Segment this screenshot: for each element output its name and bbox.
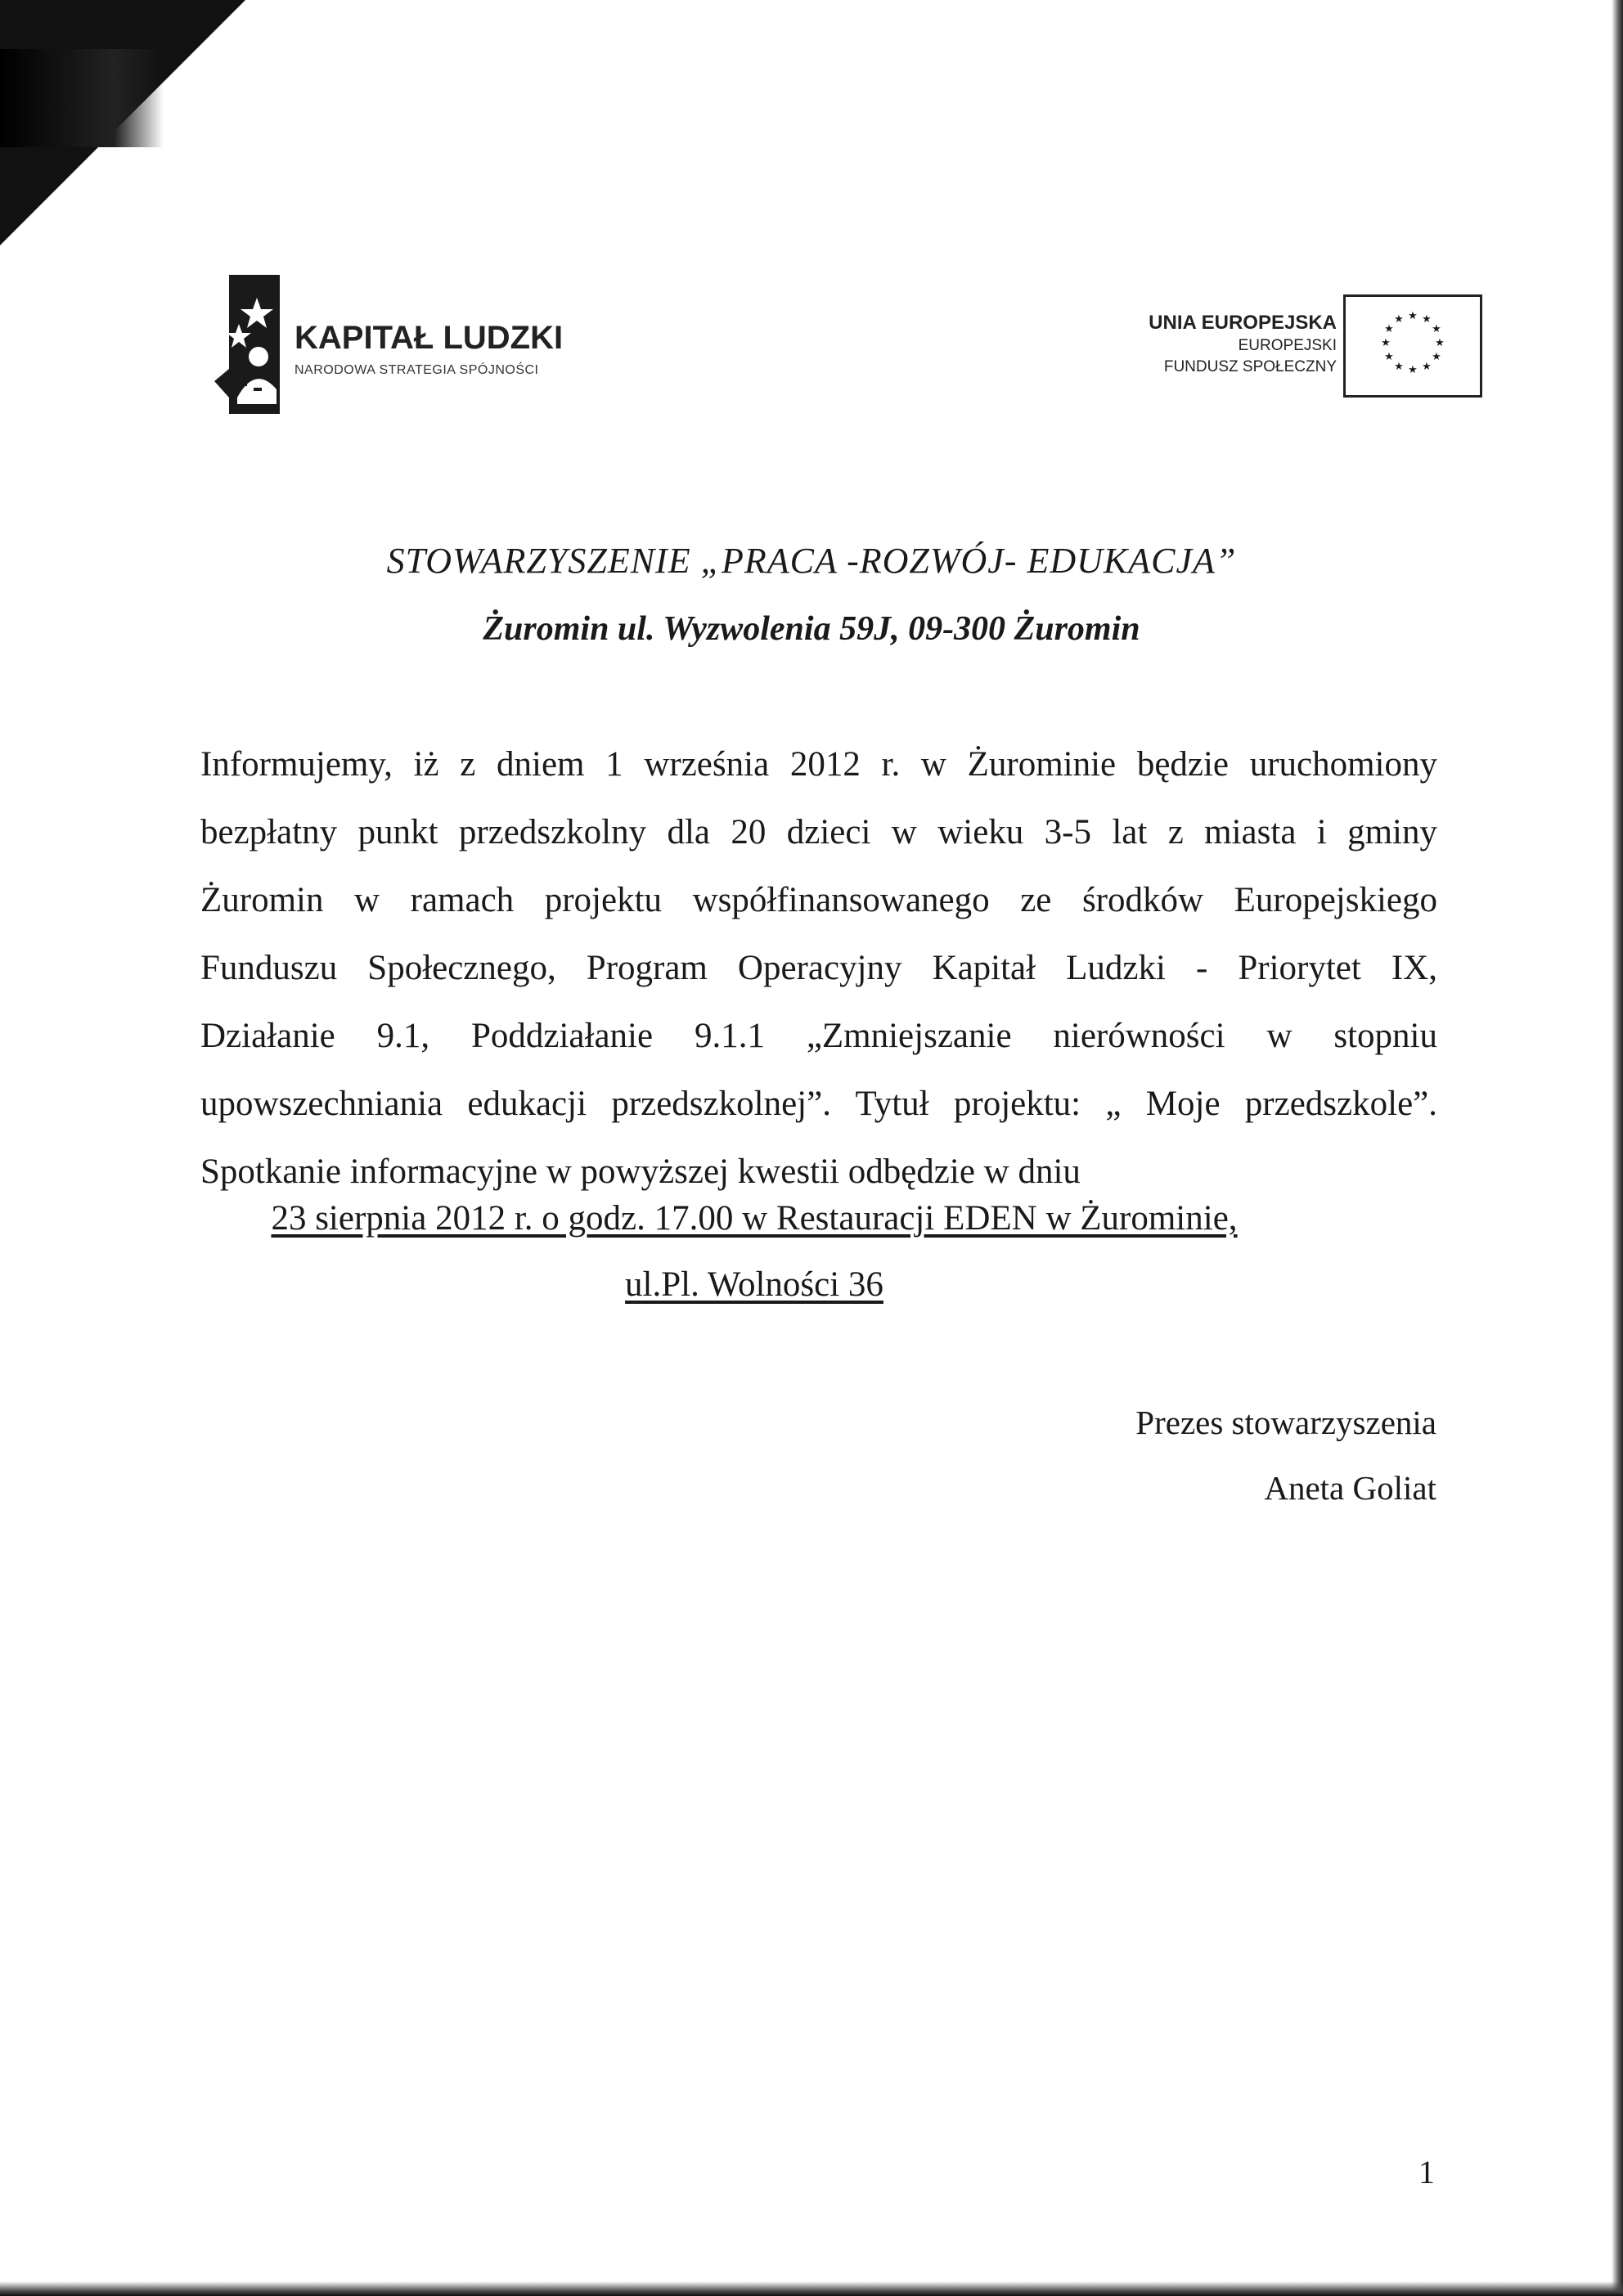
announcement-body <box>200 736 1437 1211</box>
svg-text:★: ★ <box>1394 313 1404 326</box>
svg-text:★: ★ <box>1422 361 1432 373</box>
svg-text:★: ★ <box>1384 351 1394 363</box>
body-line: Informujemy, iż z dniem 1 września 2012 r. w Żurominie będzie uruchomiony <box>200 745 1437 784</box>
meeting-address: ul.Pl. Wolności 36 <box>625 1265 883 1304</box>
svg-text:★: ★ <box>1384 323 1394 335</box>
svg-text:★: ★ <box>1432 323 1441 335</box>
svg-text:★: ★ <box>1381 337 1391 349</box>
scan-bottom-edge <box>0 2281 1623 2296</box>
body-line: Funduszu Społecznego, Program Operacyjny Kapitał Ludzki - Priorytet IX, <box>200 949 1437 987</box>
kapital-ludzki-emblem-icon <box>214 275 280 414</box>
eu-flag-icon <box>1343 294 1482 398</box>
svg-text:★: ★ <box>1408 310 1418 322</box>
page-number: 1 <box>1418 2154 1435 2190</box>
svg-text:★: ★ <box>1394 361 1404 373</box>
organization-address: Żuromin ul. Wyzwolenia 59J, 09-300 Żuromin <box>483 610 1140 648</box>
eu-logo-line2: EUROPEJSKI <box>1238 337 1337 354</box>
meeting-date-place: 23 sierpnia 2012 r. o godz. 17.00 w Restauracji EDEN w Żurominie, <box>271 1199 1238 1238</box>
body-line: Spotkanie informacyjne w powyższej kwestii odbędzie w dniu <box>200 1152 1081 1191</box>
eu-logo-line1: UNIA EUROPEJSKA <box>1149 312 1337 334</box>
signature-name: Aneta Goliat <box>1264 1469 1436 1507</box>
scan-edge-shadow <box>0 49 164 147</box>
organization-heading: STOWARZYSZENIE „PRACA -ROZWÓJ- EDUKACJA” <box>386 541 1237 581</box>
svg-text:★: ★ <box>1435 337 1445 349</box>
kapital-ludzki-logo <box>214 275 563 414</box>
body-line: Żuromin w ramach projektu współfinansowanego ze środków Europejskiego <box>200 881 1437 919</box>
body-line: bezpłatny punkt przedszkolny dla 20 dzieci w wieku 3-5 lat z miasta i gminy <box>200 813 1437 851</box>
svg-text:★: ★ <box>1408 364 1418 376</box>
body-line: Działanie 9.1, Poddziałanie 9.1.1 „Zmniejszanie nierówności w stopniu <box>200 1017 1437 1055</box>
signature-role: Prezes stowarzyszenia <box>1135 1404 1436 1441</box>
svg-text:★: ★ <box>1432 351 1441 363</box>
scan-right-edge <box>1612 0 1623 2296</box>
kapital-ludzki-subtitle: NARODOWA STRATEGIA SPÓJNOŚCI <box>294 363 539 377</box>
body-line: upowszechniania edukacji przedszkolnej”. Tytuł projektu: „ Moje przedszkole”. <box>200 1085 1437 1123</box>
svg-text:★: ★ <box>1422 313 1432 326</box>
eu-logo <box>1096 294 1482 401</box>
kapital-ludzki-title: KAPITAŁ LUDZKI <box>294 320 564 356</box>
eu-logo-line3: FUNDUSZ SPOŁECZNY <box>1163 358 1337 375</box>
